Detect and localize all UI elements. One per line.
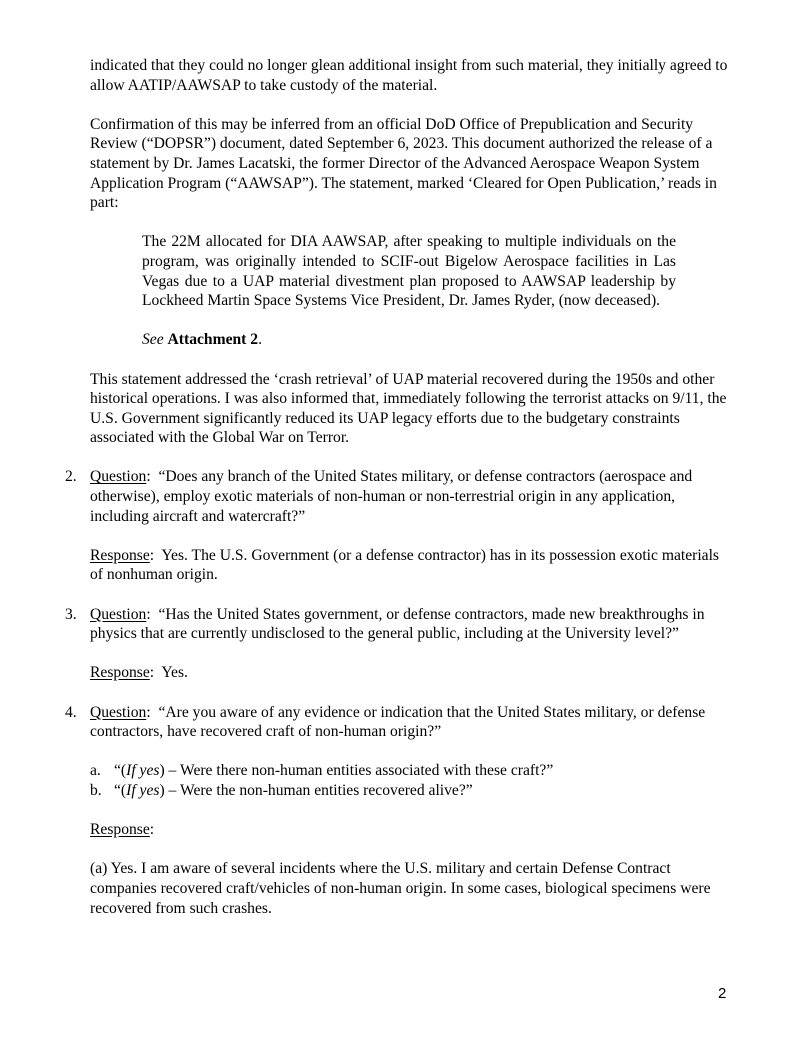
subquestion-a: a. “(If yes) – Were there non-human entities associated with these craft?” (90, 762, 554, 780)
response-a-text: (a) Yes. I am aware of several incidents where the U.S. military and certain Defense Contract companies recovered craft/vehicles of non-human origin. In some cases, biological specimens were recovered from such crashes. (90, 860, 711, 917)
question-text: Question: “Has the United States government, or defense contractors, made new breakthroughs in physics that are currently undisclosed to the general public, including at the University level?” (90, 605, 705, 643)
intro-continuation: indicated that they could no longer glean additional insight from such material, they initially agreed to allow AATIP/AAWSAP to take custody of the material. (90, 57, 728, 94)
response-text: Response: Yes. The U.S. Government (or a defense contractor) has in its possession exotic materials of nonhuman origin. (90, 546, 719, 584)
see-word: See (142, 331, 164, 349)
question-number: 3. (65, 605, 77, 623)
response-heading: Response: (90, 821, 155, 839)
question-text: Question: “Are you aware of any evidence or indication that the United States military, or defense contractors, have recovered craft of non-human origin?” (90, 703, 706, 741)
statement-paragraph: This statement addressed the ‘crash retrieval’ of UAP material recovered during the 1950s and other historical operations. I was also informed that, immediately following the terrorist attacks on 9/11, the U.S. Government significantly reduced its UAP legacy efforts due to the budgetary constraints associated with the Global War on Terror. (90, 370, 727, 447)
attachment-label: Attachment 2 (167, 331, 259, 349)
question-item-2 (65, 467, 730, 585)
confirmation-paragraph: Confirmation of this may be inferred from an official DoD Office of Prepublication and Security Review (“DOPSR”) document, dated September 6, 2023. This document authorized the release of a statement by Dr. James Lacatski, the former Director of the Advanced Aerospace Weapon System Application Program (“AAWSAP”). The statement, marked ‘Cleared for Open Publication,’ reads in part: (90, 115, 717, 212)
question-number: 4. (65, 703, 77, 721)
question-label: Question (90, 605, 147, 623)
subquestion-list (90, 761, 730, 800)
question-label: Question (90, 703, 147, 721)
question-text: Question: “Does any branch of the United States military, or defense contractors (aerospace and otherwise), employ exotic materials of non-human or non-terrestrial origin in any application, including aircraft and watercraft?” (90, 468, 693, 525)
attachment-reference: See Attachment 2. (142, 331, 262, 349)
document-body (65, 56, 730, 918)
question-label: Question (90, 468, 147, 486)
block-quote: The 22M allocated for DIA AAWSAP, after speaking to multiple individuals on the program, was originally intended to SCIF-out Bigelow Aerospace facilities in Las Vegas due to a UAP material divestment plan proposed to AAWSAP leadership by Lockheed Martin Space Systems Vice President, Dr. James Ryder, (now deceased). (142, 233, 676, 310)
response-label: Response (90, 546, 150, 564)
question-item-3 (65, 605, 730, 683)
response-text: Response: Yes. (90, 664, 188, 682)
question-item-4 (65, 703, 730, 919)
response-label: Response (90, 821, 150, 839)
response-label: Response (90, 664, 150, 682)
page-number: 2 (718, 985, 727, 1002)
question-number: 2. (65, 468, 77, 486)
subquestion-b: b. “(If yes) – Were the non-human entities recovered alive?” (90, 781, 473, 799)
